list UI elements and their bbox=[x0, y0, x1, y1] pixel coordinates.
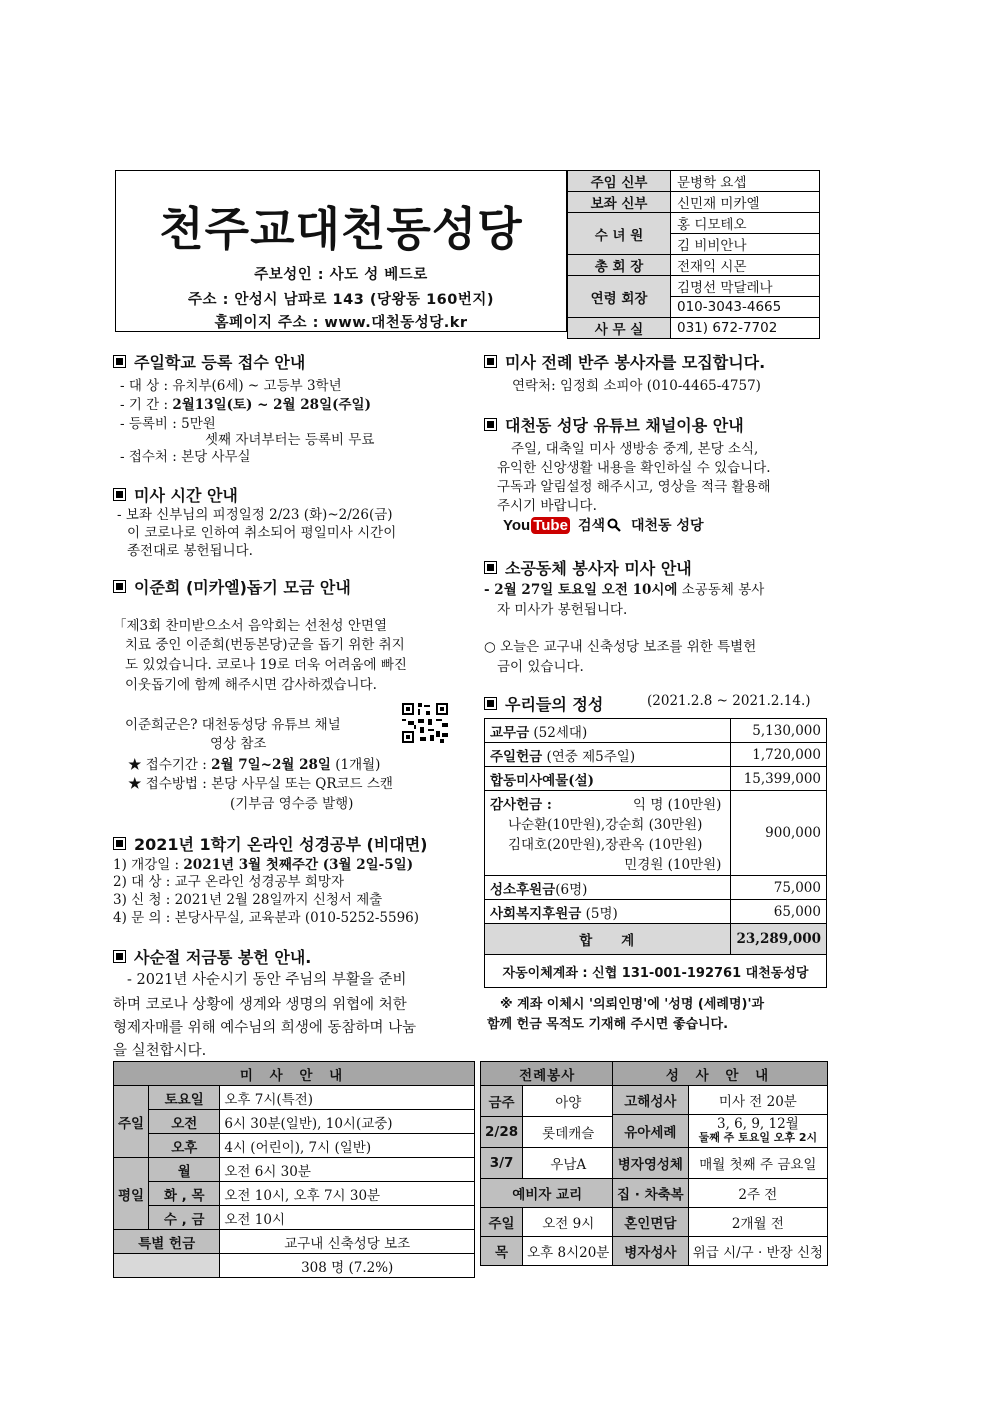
mass-time: 오전 6시 30분 bbox=[220, 1158, 475, 1182]
text-line: 을 실천합시다. bbox=[113, 1043, 207, 1059]
mass-time: 오전 10시 bbox=[220, 1206, 475, 1230]
sacrament-name: 혼인면담 bbox=[613, 1208, 689, 1237]
text-line: 4) 문 의 : 본당사무실, 교육분과 (010-5252-5596) bbox=[113, 910, 420, 926]
mass-time: 6시 30분(일반), 10시(교중) bbox=[220, 1110, 475, 1134]
text-line: - 기 간 : 2월13일(토) ~ 2월 28일(주일) bbox=[120, 397, 371, 413]
sacrament-name: 집 · 차축복 bbox=[613, 1179, 689, 1208]
liturgy-header: 전례봉사 bbox=[481, 1062, 614, 1086]
channel-name: 대천동 성당 bbox=[631, 518, 704, 534]
youtube-search-hint bbox=[503, 514, 704, 536]
text-line: 유익한 신앙생활 내용을 확인하실 수 있습니다. bbox=[497, 460, 771, 476]
offering-amount: 75,000 bbox=[731, 876, 827, 900]
text-line: 자 미사가 봉헌됩니다. bbox=[497, 602, 628, 618]
liturgy-week: 3/7 bbox=[481, 1148, 523, 1179]
thanks-offering: 감사헌금 : 익 명 (10만원) 나순환(10만원),강순희 (30만원) 김대호(20만원),장관옥 (10만원) 민경원 (10만원) bbox=[485, 791, 731, 876]
mass-day: 월 bbox=[149, 1158, 220, 1182]
special-offering-blank bbox=[114, 1254, 220, 1278]
square-bullet-icon bbox=[484, 697, 497, 710]
offering-label: 성소후원금(6명) bbox=[485, 876, 731, 900]
sacrament-name: 고해성사 bbox=[613, 1086, 689, 1115]
text-line: - 2021년 사순시기 동안 주님의 부활을 준비 bbox=[127, 972, 407, 988]
sacrament-header: 성 사 안 내 bbox=[613, 1062, 828, 1086]
sacrament-info: 2주 전 bbox=[688, 1179, 827, 1208]
text-line: 2) 대 상 : 교구 온라인 성경공부 희망자 bbox=[113, 874, 345, 890]
sunday-label: 주일 bbox=[114, 1086, 149, 1158]
mass-day: 화 , 목 bbox=[149, 1182, 220, 1206]
staff-value: 신민재 미카엘 bbox=[671, 192, 820, 213]
offering-label: 주일헌금 (연중 제5주일) bbox=[485, 743, 731, 767]
text-line: 셋째 자녀부터는 등록비 무료 bbox=[205, 432, 375, 448]
text-line: 1) 개강일 : 2021년 3월 첫째주간 (3월 2일-5일) bbox=[113, 857, 414, 873]
sacrament-info: 매월 첫째 주 금요일 bbox=[688, 1148, 827, 1179]
search-label: 검색 bbox=[577, 518, 605, 534]
text-line: 금이 있습니다. bbox=[497, 659, 584, 675]
parish-title: 천주교대천동성당 bbox=[159, 202, 523, 256]
liturgy-group: 우남A bbox=[523, 1148, 614, 1179]
text-line: 주일, 대축일 미사 생방송 중계, 본당 소식, bbox=[511, 441, 759, 457]
youtube-logo-icon[interactable]: You Tube bbox=[503, 516, 568, 534]
mass-day: 오전 bbox=[149, 1110, 220, 1134]
offering-label: 교무금 (52세대) bbox=[485, 719, 731, 743]
catechumen-day: 목 bbox=[481, 1237, 523, 1266]
offering-amount: 15,399,000 bbox=[731, 767, 827, 791]
text-line: 치료 중인 이준희(번동본당)군을 돕기 위한 취지 bbox=[125, 637, 405, 653]
text-line: - 2월 27일 토요일 오전 10시에 소공동체 봉사 bbox=[484, 582, 765, 598]
staff-value: 문병학 요셉 bbox=[671, 171, 820, 192]
mass-day: 수 , 금 bbox=[149, 1206, 220, 1230]
square-bullet-icon bbox=[113, 837, 126, 850]
text-line: - 보좌 신부님의 피정일정 2/23 (화)~2/26(금) bbox=[117, 507, 393, 523]
staff-key: 사 무 실 bbox=[568, 318, 671, 339]
sacrament-table bbox=[612, 1061, 828, 1266]
staff-key: 연령 회장 bbox=[568, 276, 671, 318]
text-line: 하며 코로나 상황에 생계와 생명의 위협에 처한 bbox=[113, 997, 407, 1013]
masthead bbox=[115, 170, 567, 332]
mass-day: 토요일 bbox=[149, 1086, 220, 1110]
offering-amount: 1,720,000 bbox=[731, 743, 827, 767]
offering-table bbox=[484, 718, 827, 988]
search-icon bbox=[607, 518, 621, 532]
catechumen-time: 오전 9시 bbox=[523, 1208, 614, 1237]
text-line: ★ 접수방법 : 본당 사무실 또는 QR코드 스캔 bbox=[128, 776, 393, 792]
staff-key: 주임 신부 bbox=[568, 171, 671, 192]
lent-heading: 사순절 저금통 봉헌 안내. bbox=[113, 945, 311, 968]
mass-time: 오후 7시(특전) bbox=[220, 1086, 475, 1110]
text-line: 연락처: 임정희 소피아 (010-4465-4757) bbox=[512, 378, 761, 394]
text-line: 이준희군은? 대천동성당 유튜브 채널 bbox=[125, 717, 341, 733]
youtube-heading: 대천동 성당 유튜브 채널이용 안내 bbox=[484, 413, 744, 436]
catechumen-time: 오후 8시20분 bbox=[523, 1237, 614, 1266]
offering-label: 사회복지후원금 (5명) bbox=[485, 900, 731, 924]
text-line: 영상 참조 bbox=[210, 736, 267, 752]
sacrament-info: 위급 시/구 · 반장 신청 bbox=[688, 1237, 827, 1266]
staff-value: 김명선 막달레나 bbox=[671, 276, 820, 297]
offering-amount: 65,000 bbox=[731, 900, 827, 924]
mass-schedule-header: 미 사 안 내 bbox=[114, 1062, 475, 1086]
sunday-school-heading: 주일학교 등록 접수 안내 bbox=[113, 350, 305, 373]
transfer-note: ※ 계좌 이체시 '의뢰인명'에 '성명 (세례명)'과 bbox=[500, 997, 764, 1012]
text-line: 구독과 알림설정 해주시고, 영상을 적극 활용해 bbox=[497, 479, 771, 495]
catechumen-header: 예비자 교리 bbox=[481, 1179, 614, 1208]
staff-value: 김 비비안나 bbox=[671, 234, 820, 255]
liturgy-group: 롯데캐슬 bbox=[523, 1117, 614, 1148]
staff-value: 전재익 시몬 bbox=[671, 255, 820, 276]
text-line: 3) 신 청 : 2021년 2월 28일까지 신청서 제출 bbox=[113, 892, 383, 908]
square-bullet-icon bbox=[484, 355, 497, 368]
text-line: - 접수처 : 본당 사무실 bbox=[120, 449, 251, 465]
text-line: - 대 상 : 유치부(6세) ~ 고등부 3학년 bbox=[120, 378, 342, 394]
bible-study-heading: 2021년 1학기 온라인 성경공부 (비대면) bbox=[113, 832, 428, 855]
text-line: ★ 접수기간 : 2월 7일~2월 28일 (1개월) bbox=[128, 757, 381, 773]
staff-key: 보좌 신부 bbox=[568, 192, 671, 213]
offering-label: 합동미사예물(설) bbox=[485, 767, 731, 791]
offering-period: (2021.2.8 ~ 2021.2.14.) bbox=[647, 693, 811, 709]
special-offering-count: 308 명 (7.2%) bbox=[220, 1254, 475, 1278]
weekday-label: 평일 bbox=[114, 1158, 149, 1230]
staff-value: 홍 디모테오 bbox=[671, 213, 820, 234]
square-bullet-icon bbox=[484, 418, 497, 431]
text-line: 「제3회 찬미받으소서 음악회는 선천성 안면열 bbox=[113, 618, 387, 634]
mass-time: 오전 10시, 오후 7시 30분 bbox=[220, 1182, 475, 1206]
address-line: 주소 : 안성시 남파로 143 (당왕동 160번지) bbox=[188, 292, 494, 308]
liturgy-group: 아양 bbox=[523, 1086, 614, 1117]
mass-day: 오후 bbox=[149, 1134, 220, 1158]
square-bullet-icon bbox=[113, 355, 126, 368]
sacrament-info: 2개월 전 bbox=[688, 1208, 827, 1237]
sacrament-info: 미사 전 20분 bbox=[688, 1086, 827, 1115]
text-line: 형제자매를 위해 예수님의 희생에 동참하며 나눔 bbox=[113, 1020, 417, 1036]
accompanist-heading: 미사 전례 반주 봉사자를 모집합니다. bbox=[484, 350, 765, 373]
text-line: - 등록비 : 5만원 bbox=[120, 416, 216, 432]
offering-amount: 5,130,000 bbox=[731, 719, 827, 743]
square-bullet-icon bbox=[113, 488, 126, 501]
staff-value: 031) 672-7702 bbox=[671, 318, 820, 339]
offering-heading: 우리들의 정성 bbox=[484, 692, 603, 715]
sacrament-name: 병자성사 bbox=[613, 1237, 689, 1266]
text-line: 이 코로나로 인하여 취소되어 평일미사 시간이 bbox=[127, 525, 397, 541]
transfer-note: 함께 헌금 목적도 기재해 주시면 좋습니다. bbox=[487, 1017, 729, 1032]
homepage-line: 홈페이지 주소 : www.대천동성당.kr bbox=[214, 315, 468, 331]
text-line: 종전대로 봉헌됩니다. bbox=[127, 543, 253, 559]
staff-key: 총 회 장 bbox=[568, 255, 671, 276]
special-offering-label: 특별 헌금 bbox=[114, 1230, 220, 1254]
total-label: 합 계 bbox=[485, 924, 731, 955]
patron-line: 주보성인 : 사도 성 베드로 bbox=[254, 267, 428, 283]
sacrament-name: 병자영성체 bbox=[613, 1148, 689, 1179]
small-community-heading: 소공동체 봉사자 미사 안내 bbox=[484, 556, 692, 579]
mass-time-heading: 미사 시간 안내 bbox=[113, 483, 238, 506]
staff-value: 010-3043-4665 bbox=[671, 297, 820, 318]
text-line: 이웃돕기에 함께 해주시면 감사하겠습니다. bbox=[125, 677, 377, 693]
text-line: 도 있었습니다. 코로나 19로 더욱 어려움에 빠진 bbox=[125, 657, 407, 673]
total-amount: 23,289,000 bbox=[731, 924, 827, 955]
square-bullet-icon bbox=[113, 580, 126, 593]
special-offering-purpose: 교구내 신축성당 보조 bbox=[220, 1230, 475, 1254]
text-line: (기부금 영수증 발행) bbox=[230, 796, 354, 812]
liturgy-week: 2/28 bbox=[481, 1117, 523, 1148]
text-line: 주시기 바랍니다. bbox=[497, 498, 597, 514]
offering-amount: 900,000 bbox=[731, 791, 827, 876]
bank-account: 자동이체계좌 : 신협 131-001-192761 대천동성당 bbox=[485, 955, 827, 988]
liturgy-week: 금주 bbox=[481, 1086, 523, 1117]
text-line: ○ 오늘은 교구내 신축성당 보조를 위한 특별헌 bbox=[484, 639, 757, 655]
square-bullet-icon bbox=[484, 561, 497, 574]
fundraising-heading: 이준희 (미카엘)돕기 모금 안내 bbox=[113, 575, 351, 598]
qr-code-icon[interactable] bbox=[402, 703, 448, 743]
sacrament-name: 유아세례 bbox=[613, 1115, 689, 1148]
staff-table bbox=[567, 170, 820, 339]
mass-time: 4시 (어린이), 7시 (일반) bbox=[220, 1134, 475, 1158]
square-bullet-icon bbox=[113, 950, 126, 963]
sacrament-info: 3, 6, 9, 12월 둘째 주 토요일 오후 2시 bbox=[688, 1115, 827, 1148]
mass-schedule-table bbox=[113, 1061, 475, 1278]
catechumen-day: 주일 bbox=[481, 1208, 523, 1237]
liturgy-service-table bbox=[480, 1061, 614, 1266]
staff-key: 수 녀 원 bbox=[568, 213, 671, 255]
